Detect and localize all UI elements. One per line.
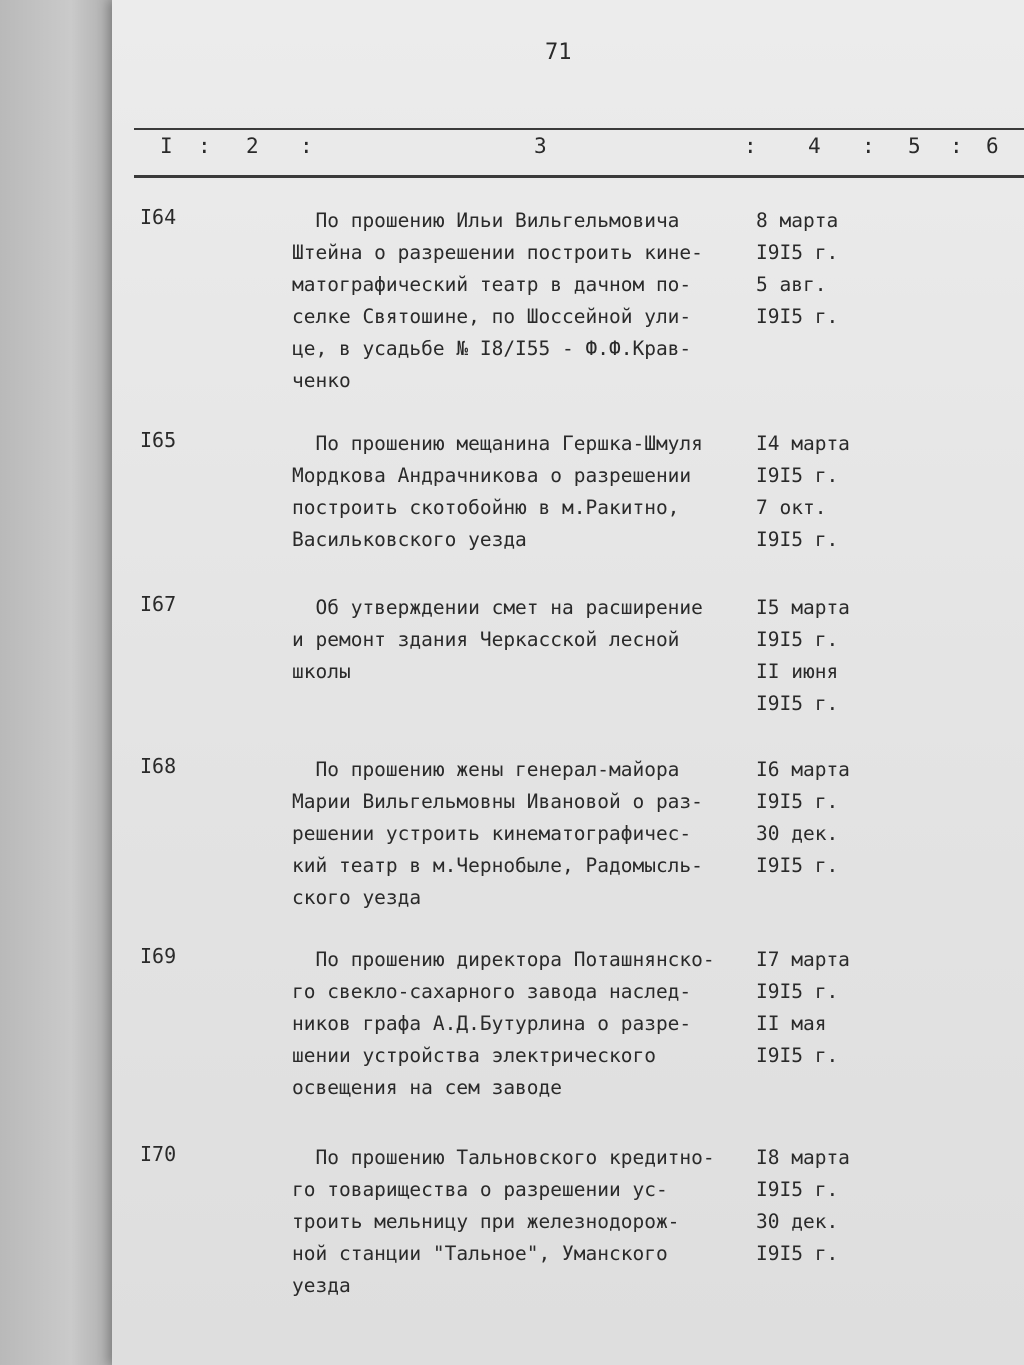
date-end-year: I9I5 г.: [756, 1044, 839, 1067]
entry-description: [292, 205, 752, 397]
description-line: ского уезда: [292, 886, 422, 909]
description-line: По прошению Тальновского кредитно-: [292, 1146, 715, 1169]
page-number: 71: [545, 40, 572, 65]
entry-dates: [756, 754, 866, 882]
date-end-year: I9I5 г.: [756, 1242, 839, 1265]
date-start-year: I9I5 г.: [756, 628, 839, 651]
description-line: построить скотобойню в м.Ракитно,: [292, 496, 680, 519]
date-end: 30 дек.: [756, 1210, 839, 1233]
entry-description: [292, 1142, 752, 1302]
entry-dates: [756, 592, 866, 720]
entry-description: [292, 944, 752, 1104]
description-line: Васильковского уезда: [292, 528, 527, 551]
entry-description: [292, 428, 752, 556]
entry-number: I68: [140, 754, 177, 778]
entry-description: [292, 592, 752, 688]
date-start-year: I9I5 г.: [756, 1178, 839, 1201]
date-start-year: I9I5 г.: [756, 980, 839, 1003]
date-start: I5 марта: [756, 596, 850, 619]
header-col-4: 4: [808, 134, 821, 158]
description-line: селке Святошине, по Шоссейной ули-: [292, 305, 692, 328]
header-bottom-rule: [134, 175, 1024, 178]
description-line: По прошению жены генерал-майора: [292, 758, 680, 781]
entry-number: I64: [140, 205, 177, 229]
description-line: шении устройства электрического: [292, 1044, 656, 1067]
header-separator: :: [862, 134, 875, 158]
description-line: Марии Вильгельмовны Ивановой о раз-: [292, 790, 703, 813]
date-start-year: I9I5 г.: [756, 241, 839, 264]
date-end-year: I9I5 г.: [756, 528, 839, 551]
date-end: 5 авг.: [756, 273, 827, 296]
entry-number: I69: [140, 944, 177, 968]
header-separator: :: [198, 134, 211, 158]
header-separator: :: [300, 134, 313, 158]
date-end-year: I9I5 г.: [756, 692, 839, 715]
header-col-1: I: [160, 134, 173, 158]
header-col-2: 2: [246, 134, 259, 158]
date-end: 30 дек.: [756, 822, 839, 845]
header-separator: :: [744, 134, 757, 158]
date-start: I7 марта: [756, 948, 850, 971]
date-end: II мая: [756, 1012, 827, 1035]
description-line: По прошению директора Поташнянско-: [292, 948, 715, 971]
entry-number: I70: [140, 1142, 177, 1166]
description-line: кий театр в м.Чернобыле, Радомысль-: [292, 854, 703, 877]
description-line: Штейна о разрешении построить кине-: [292, 241, 703, 264]
description-line: уезда: [292, 1274, 351, 1297]
header-separator: :: [950, 134, 963, 158]
entry-number: I65: [140, 428, 177, 452]
entry-description: [292, 754, 752, 914]
date-start-year: I9I5 г.: [756, 464, 839, 487]
date-start: I4 марта: [756, 432, 850, 455]
date-end: 7 окт.: [756, 496, 827, 519]
entry-dates: [756, 428, 866, 556]
date-end: II июня: [756, 660, 839, 683]
date-start: I6 марта: [756, 758, 850, 781]
header-col-3: 3: [534, 134, 547, 158]
description-line: го свекло-сахарного завода наслед-: [292, 980, 692, 1003]
description-line: По прошению Ильи Вильгельмовича: [292, 209, 680, 232]
description-line: го товарищества о разрешении ус-: [292, 1178, 668, 1201]
description-line: ников графа А.Д.Бутурлина о разре-: [292, 1012, 692, 1035]
date-start-year: I9I5 г.: [756, 790, 839, 813]
header-top-rule: [134, 128, 1024, 130]
description-line: ченко: [292, 369, 351, 392]
date-start: I8 марта: [756, 1146, 850, 1169]
entry-dates: [756, 205, 866, 333]
description-line: Об утверждении смет на расширение: [292, 596, 703, 619]
description-line: троить мельницу при железнодорож-: [292, 1210, 680, 1233]
description-line: це, в усадьбе № I8/I55 - Ф.Ф.Крав-: [292, 337, 692, 360]
description-line: По прошению мещанина Гершка-Шмуля: [292, 432, 703, 455]
header-col-5: 5: [908, 134, 921, 158]
date-end-year: I9I5 г.: [756, 854, 839, 877]
description-line: школы: [292, 660, 351, 683]
date-start: 8 марта: [756, 209, 839, 232]
description-line: Мордкова Андрачникова о разрешении: [292, 464, 692, 487]
entry-number: I67: [140, 592, 177, 616]
entry-dates: [756, 944, 866, 1072]
description-line: освещения на сем заводе: [292, 1076, 563, 1099]
description-line: решении устроить кинематографичес-: [292, 822, 692, 845]
description-line: и ремонт здания Черкасской лесной: [292, 628, 680, 651]
adjacent-page-edge: [0, 0, 118, 1365]
description-line: матографический театр в дачном по-: [292, 273, 692, 296]
header-col-6: 6: [986, 134, 999, 158]
entry-dates: [756, 1142, 866, 1270]
date-end-year: I9I5 г.: [756, 305, 839, 328]
description-line: ной станции "Тальное", Уманского: [292, 1242, 668, 1265]
